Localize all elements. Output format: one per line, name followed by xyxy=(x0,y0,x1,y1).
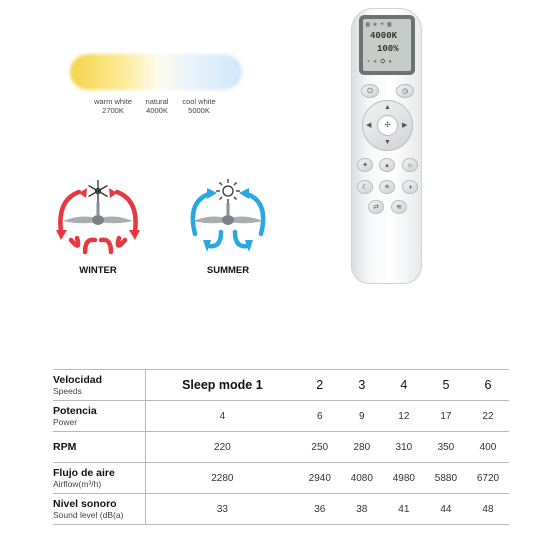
table-row-rpm: RPM 220 250 280 310 350 400 xyxy=(53,432,509,463)
remote-button-7[interactable] xyxy=(368,200,384,214)
winter-label: WINTER xyxy=(79,265,117,276)
remote-button-3[interactable] xyxy=(402,158,418,172)
fan-icon: ✣ xyxy=(384,122,391,129)
remote-lcd-bezel xyxy=(359,15,415,75)
left-arrow-icon[interactable]: ◀ xyxy=(366,122,372,129)
table-cell: 6 xyxy=(467,370,509,401)
spec-table xyxy=(53,369,509,525)
remote-button-1[interactable] xyxy=(357,158,373,172)
table-cell: 38 xyxy=(341,494,383,525)
table-cell: 4 xyxy=(383,370,425,401)
moon-icon: ☾ xyxy=(361,183,369,191)
breeze-icon: ≋ xyxy=(396,203,402,211)
sun-icon: ☀ xyxy=(383,183,391,191)
cct-warm-label: warm white 2700K xyxy=(94,97,132,115)
table-cell: 4080 xyxy=(341,463,383,494)
remote-timer-button[interactable] xyxy=(396,84,414,98)
timer-icon: ◷ xyxy=(401,87,409,95)
table-cell: 280 xyxy=(341,432,383,463)
table-cell: 33 xyxy=(146,494,299,525)
color-temperature-gradient xyxy=(70,54,242,90)
table-cell: 6720 xyxy=(467,463,509,494)
brightness-icon: ☼ xyxy=(406,161,414,169)
table-row-sound: Nivel sonoro Sound level (dB(a) 33 36 38 41 44 48 xyxy=(53,494,509,525)
table-cell: 2940 xyxy=(299,463,341,494)
table-cell: 6 xyxy=(299,401,341,432)
cct-cool-label: cool white 5000K xyxy=(182,97,216,115)
right-arrow-icon[interactable]: ▶ xyxy=(402,122,408,129)
table-cell: 48 xyxy=(467,494,509,525)
table-cell: 310 xyxy=(383,432,425,463)
table-row-power: Potencia Power 4 6 9 12 17 22 xyxy=(53,401,509,432)
remote-button-4[interactable] xyxy=(357,180,373,194)
table-cell: 400 xyxy=(467,432,509,463)
remote-fan-center-button[interactable] xyxy=(377,115,398,136)
summer-fan-diagram xyxy=(173,178,283,263)
lcd-cct-value: 4000K xyxy=(370,31,398,41)
sun-icon xyxy=(216,179,240,203)
table-cell: 41 xyxy=(383,494,425,525)
table-cell: 350 xyxy=(425,432,467,463)
table-cell: 4980 xyxy=(383,463,425,494)
table-cell: 22 xyxy=(467,401,509,432)
remote-control xyxy=(351,8,422,284)
table-cell: 44 xyxy=(425,494,467,525)
summer-label: SUMMER xyxy=(206,265,250,276)
light-icon: ✦ xyxy=(362,161,368,169)
up-arrow-icon[interactable]: ▲ xyxy=(384,104,391,111)
table-cell: 5 xyxy=(425,370,467,401)
table-cell: 9 xyxy=(341,401,383,432)
table-row-speeds: Velocidad Speeds Sleep mode 1 2 3 4 5 6 xyxy=(53,370,509,401)
power-icon: ⏻ xyxy=(367,87,373,95)
table-cell: Sleep mode 1 xyxy=(146,370,299,401)
table-cell: 2 xyxy=(299,370,341,401)
color-icon: ◑ xyxy=(407,183,413,191)
table-cell: 3 xyxy=(341,370,383,401)
table-cell: 5880 xyxy=(425,463,467,494)
lcd-status-row: ◔ ✳ ⛭ ◐ xyxy=(366,58,393,65)
lcd-icons-row: ▤ ✲ ☀ ▥ xyxy=(366,21,392,28)
remote-power-button[interactable] xyxy=(361,84,379,98)
table-cell: 4 xyxy=(146,401,299,432)
remote-button-8[interactable] xyxy=(391,200,407,214)
winter-fan-diagram xyxy=(43,178,153,263)
up-icon: ▴ xyxy=(385,161,389,169)
lcd-percent-value: 100% xyxy=(377,44,399,54)
remote-lcd-screen xyxy=(363,19,411,71)
table-cell: 220 xyxy=(146,432,299,463)
reverse-icon: ⇄ xyxy=(373,203,379,211)
remote-button-6[interactable] xyxy=(402,180,418,194)
cct-natural-label: natural 4000K xyxy=(145,97,169,115)
fan-icon xyxy=(63,202,133,225)
remote-dpad[interactable] xyxy=(362,100,413,151)
remote-button-5[interactable] xyxy=(379,180,395,194)
table-cell: 17 xyxy=(425,401,467,432)
table-row-airflow: Flujo de aire Airflow(m³/h) 2280 2940 4080 4980 5880 6720 xyxy=(53,463,509,494)
table-cell: 250 xyxy=(299,432,341,463)
table-cell: 2280 xyxy=(146,463,299,494)
table-cell: 36 xyxy=(299,494,341,525)
table-cell: 12 xyxy=(383,401,425,432)
remote-button-2[interactable] xyxy=(379,158,395,172)
fan-icon xyxy=(193,203,263,225)
down-arrow-icon[interactable]: ▼ xyxy=(384,139,391,146)
snowflake-icon xyxy=(89,180,108,202)
